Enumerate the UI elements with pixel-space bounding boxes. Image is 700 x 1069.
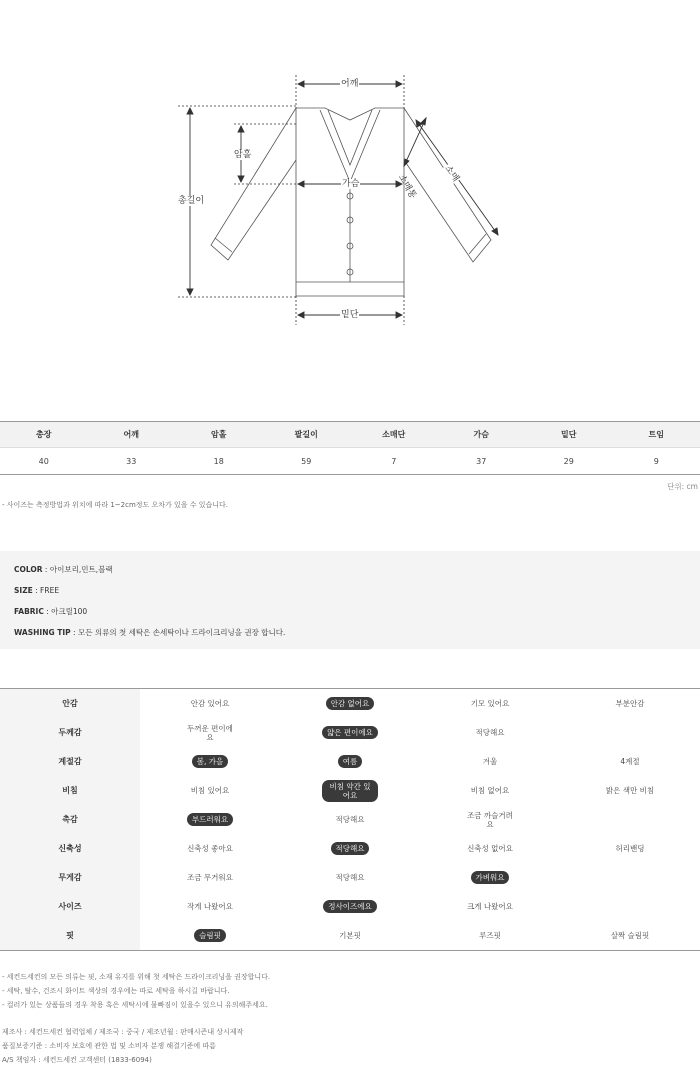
feature-option-text: 조금 까슬거려요 (467, 810, 513, 829)
feature-option (140, 697, 280, 710)
info-washing (14, 626, 686, 647)
feature-row (0, 747, 700, 776)
company-line: A/S 책임자 : 세컨드세컨 고객센터 (1833-6094) (2, 1056, 152, 1064)
size-table (0, 421, 700, 475)
hem-label: 밑단 (341, 310, 359, 320)
size-header-cell: 가슴 (473, 430, 489, 439)
info-color-value: : 아이보리,민트,블랙 (42, 565, 113, 574)
feature-option (140, 842, 280, 855)
feature-row (0, 863, 700, 892)
info-washing-key: WASHING TIP (14, 628, 71, 637)
chest-label: 가슴 (342, 179, 360, 189)
feature-option-text: 살짝 슬림핏 (610, 931, 650, 940)
feature-option (560, 755, 700, 768)
shoulder-label: 어깨 (341, 79, 359, 89)
info-color (14, 563, 686, 584)
feature-option-selected (420, 871, 560, 884)
feature-option (280, 929, 420, 942)
feature-label: 촉감 (0, 805, 140, 834)
feature-option (420, 900, 560, 913)
sleeve-label: 소매 (442, 163, 461, 184)
feature-option-text: 조금 무거워요 (187, 873, 233, 882)
feature-option-text: 작게 나왔어요 (187, 902, 233, 911)
feature-option-text: 슬림핏 (194, 929, 226, 942)
feature-option-text: 기모 있어요 (470, 699, 510, 708)
feature-option-selected (280, 900, 420, 913)
feature-row (0, 892, 700, 921)
info-color-key: COLOR (14, 565, 43, 574)
feature-option-text: 얇은 편이에요 (322, 726, 378, 739)
feature-option (140, 784, 280, 797)
product-info-box (0, 551, 700, 649)
feature-row (0, 805, 700, 834)
feature-label: 무게감 (0, 863, 140, 892)
info-fabric-value: : 아크릴100 (43, 607, 88, 616)
size-diagram (0, 0, 700, 420)
feature-option (420, 929, 560, 942)
feature-option (560, 697, 700, 710)
feature-option-text: 안감 없어요 (326, 697, 375, 710)
feature-label: 핏 (0, 921, 140, 950)
feature-label: 사이즈 (0, 892, 140, 921)
feature-option-text: 가벼워요 (471, 871, 510, 884)
feature-row (0, 718, 700, 747)
feature-option-text: 허리밴딩 (615, 844, 645, 853)
feature-row (0, 921, 700, 950)
feature-option-text: 신축성 좋아요 (187, 844, 233, 853)
feature-option-selected (140, 813, 280, 826)
size-note: - 사이즈는 측정방법과 위치에 따라 1~2cm정도 오차가 있을 수 있습니다. (2, 501, 229, 509)
care-note: - 세컨드세컨의 모든 의류는 핏, 소재 유지를 위해 첫 세탁은 드라이크리닝을 권장합니다. (2, 973, 271, 981)
feature-table (0, 688, 700, 951)
feature-option-text: 비침 없어요 (470, 786, 510, 795)
company-info (2, 1025, 243, 1067)
armhole-label: 암홀 (234, 150, 252, 160)
cardigan-outline-icon (0, 0, 700, 420)
feature-option-text: 기본핏 (339, 931, 361, 940)
info-size-value: : FREE (32, 586, 60, 595)
feature-option-text: 적당해요 (331, 842, 370, 855)
feature-option (420, 726, 560, 739)
feature-row (0, 834, 700, 863)
feature-option-text: 봄, 가을 (192, 755, 229, 768)
feature-label: 신축성 (0, 834, 140, 863)
feature-option-text: 정사이즈에요 (323, 900, 376, 913)
size-header-cell: 소매단 (382, 430, 406, 439)
feature-option-text: 루즈핏 (479, 931, 501, 940)
feature-option (140, 722, 280, 744)
info-size (14, 584, 686, 605)
total-length-label: 총길이 (178, 196, 205, 206)
feature-option (280, 871, 420, 884)
feature-option-selected (280, 755, 420, 768)
feature-row (0, 689, 700, 718)
feature-option (280, 813, 420, 826)
size-value-cell: 29 (563, 456, 574, 466)
company-line: 품질보증기준 : 소비자 보호에 관한 법 및 소비자 분쟁 해결기준에 따름 (2, 1042, 216, 1050)
feature-option (560, 842, 700, 855)
feature-option-selected (280, 842, 420, 855)
size-value-cell: 37 (476, 456, 487, 466)
feature-option-text: 크게 나왔어요 (467, 902, 513, 911)
size-value-cell: 40 (38, 456, 49, 466)
size-table-row (0, 448, 700, 474)
feature-option-selected (140, 929, 280, 942)
feature-option (560, 784, 700, 797)
feature-option-text: 4계절 (620, 757, 640, 766)
feature-option-text: 부드러워요 (187, 813, 233, 826)
company-line: 제조사 : 세컨드세컨 협력업체 / 제조국 : 중국 / 제조년월 : 판매시즌내 상시제작 (2, 1028, 244, 1036)
size-header-cell: 어깨 (123, 430, 139, 439)
cuff-label: 소매통 (395, 172, 418, 201)
feature-option-text: 적당해요 (335, 873, 365, 882)
feature-option-text: 부분안감 (615, 699, 645, 708)
feature-option (420, 809, 560, 831)
size-value-cell: 33 (126, 456, 137, 466)
feature-option-selected (140, 755, 280, 768)
feature-option-text: 두꺼운 편이에요 (187, 723, 233, 742)
feature-option-text: 신축성 없어요 (467, 844, 513, 853)
care-notes (2, 970, 270, 1012)
size-header-cell: 트임 (648, 430, 664, 439)
feature-option-text: 비침 있어요 (190, 786, 230, 795)
feature-option-text: 비침 약간 있어요 (322, 780, 378, 802)
care-note: - 컬러가 있는 상품들의 경우 착용 혹은 세탁시에 물빠짐이 있을수 있으니 유의해주세요. (2, 1001, 268, 1009)
size-header-cell: 팔길이 (294, 430, 318, 439)
feature-option-selected (280, 697, 420, 710)
size-value-cell: 18 (213, 456, 224, 466)
feature-option (560, 929, 700, 942)
feature-option-selected (280, 780, 420, 802)
size-header-cell: 암홀 (211, 430, 227, 439)
info-size-key: SIZE (14, 586, 33, 595)
info-fabric-key: FABRIC (14, 607, 44, 616)
info-fabric (14, 605, 686, 626)
feature-label: 비침 (0, 776, 140, 805)
feature-option-text: 밝은 색만 비침 (605, 786, 655, 795)
unit-label: 단위: cm (667, 482, 698, 491)
feature-option (420, 755, 560, 768)
feature-label: 두께감 (0, 718, 140, 747)
size-header-cell: 총장 (36, 430, 52, 439)
feature-option-text: 겨울 (482, 757, 498, 766)
size-value-cell: 7 (391, 456, 397, 466)
info-washing-value: : 모든 의류의 첫 세탁은 손세탁이나 드라이크리닝을 권장 합니다. (70, 628, 286, 637)
size-value-cell: 9 (653, 456, 659, 466)
size-table-header (0, 422, 700, 448)
feature-option (420, 842, 560, 855)
feature-row (0, 776, 700, 805)
care-note: - 세탁, 탈수, 건조시 화이트 색상의 경우에는 따로 세탁을 하시길 바랍니다. (2, 987, 230, 995)
feature-label: 안감 (0, 689, 140, 718)
feature-option-text: 여름 (338, 755, 363, 768)
feature-option-text: 적당해요 (475, 728, 505, 737)
feature-option-text: 적당해요 (335, 815, 365, 824)
feature-label: 계절감 (0, 747, 140, 776)
feature-option (420, 697, 560, 710)
size-header-cell: 밑단 (561, 430, 577, 439)
feature-option-selected (280, 726, 420, 739)
size-value-cell: 59 (301, 456, 312, 466)
feature-option-text: 안감 있어요 (190, 699, 230, 708)
feature-option (420, 784, 560, 797)
feature-option (140, 871, 280, 884)
feature-option (140, 900, 280, 913)
